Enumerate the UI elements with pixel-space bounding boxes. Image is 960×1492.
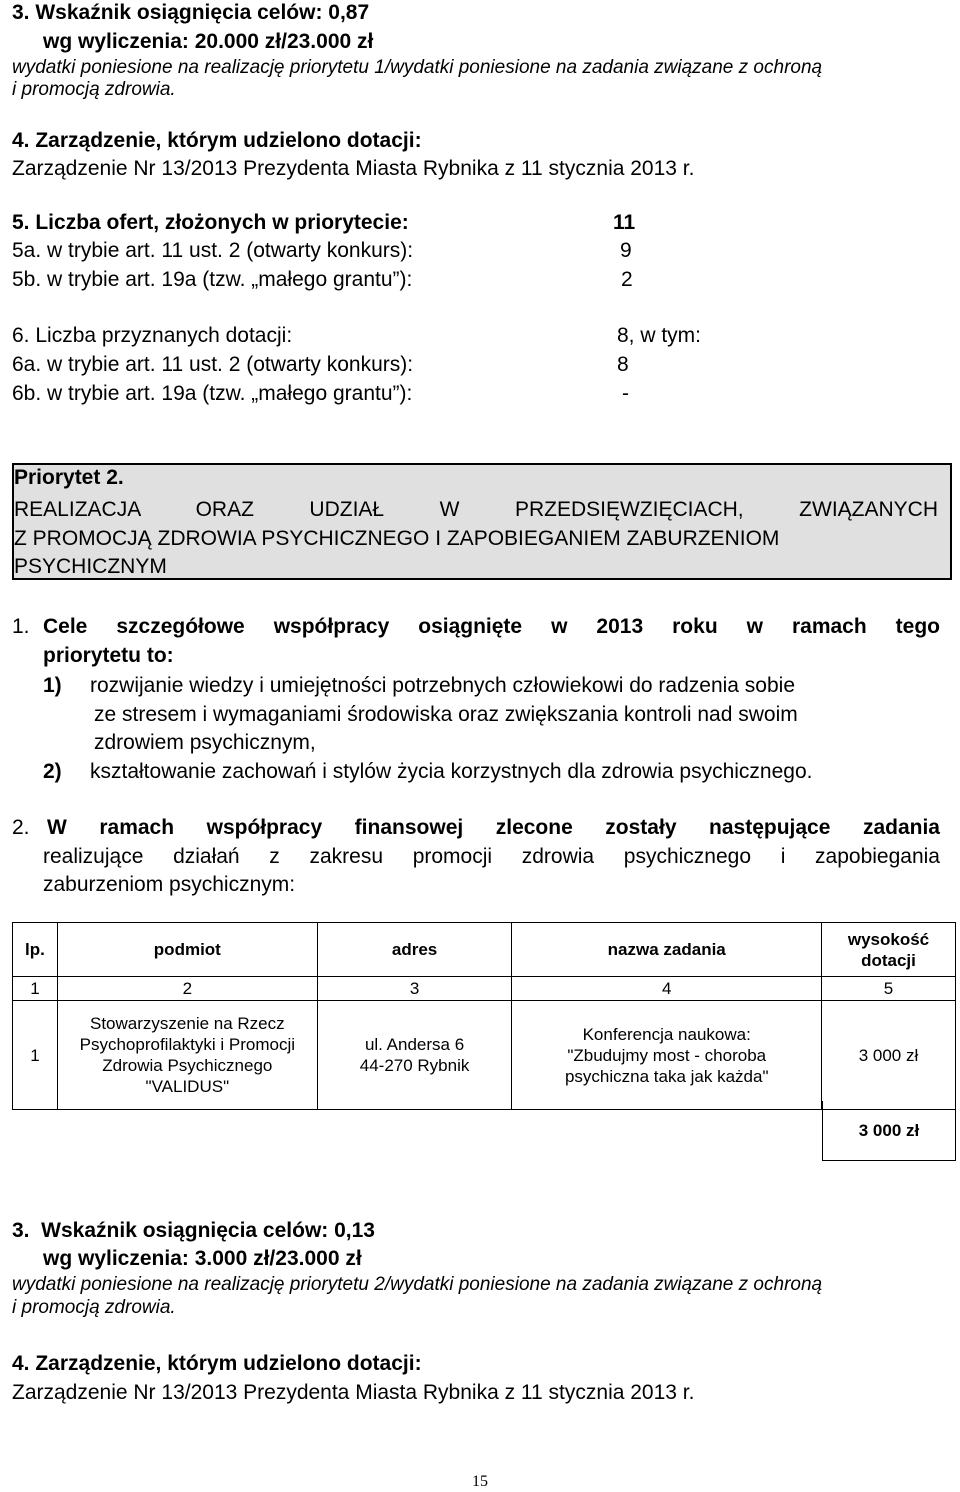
cell-address xyxy=(317,1001,512,1110)
priority-line-3: PSYCHICZNYM xyxy=(14,555,167,578)
table-row xyxy=(13,1001,956,1110)
col-header-amount: wysokość dotacji xyxy=(822,923,956,977)
col-number: 4 xyxy=(512,977,822,1001)
entity-line: Stowarzyszenie na Rzecz xyxy=(90,1014,285,1033)
entity-line: Psychoprofilaktyki i Promocji xyxy=(79,1035,296,1054)
tasks-text: realizujące działań z zakresu promocji zdrowia psychicznego i zapobiegania xyxy=(43,845,940,868)
indicator-2-note: wydatki poniesione na realizację priorytetu 2/wydatki poniesione na zadania związane z ochroną xyxy=(12,1274,823,1295)
regulation-2-text: Zarządzenie Nr 13/2013 Prezydenta Miasta Rybnika z 11 stycznia 2013 r. xyxy=(12,1381,695,1404)
page-number: 15 xyxy=(472,1473,488,1490)
goals-number: 1. xyxy=(12,615,30,638)
indicator-heading: 3. Wskaźnik osiągnięcia celów: 0,87 xyxy=(12,1,370,24)
priority-line-2: Z PROMOCJĄ ZDROWIA PSYCHICZNEGO I ZAPOBIEGANIEM ZABURZENIOM xyxy=(14,527,780,550)
offers-heading: 5. Liczba ofert, złożonych w priorytecie: xyxy=(12,211,409,234)
indicator-calculation: wg wyliczenia: 20.000 zł/23.000 zł xyxy=(43,30,374,53)
col-number: 1 xyxy=(13,977,58,1001)
goal-1-number: 1) xyxy=(43,674,62,697)
grants-b-value: - xyxy=(622,382,629,405)
priority-line-1: REALIZACJA ORAZ UDZIAŁ W PRZEDSIĘWZIĘCIACH, ZWIĄZANYCH xyxy=(14,498,938,521)
cell-entity xyxy=(57,1001,317,1110)
indicator-2-heading: 3. Wskaźnik osiągnięcia celów: 0,13 xyxy=(12,1219,375,1242)
entity-line: Zdrowia Psychicznego xyxy=(102,1056,273,1075)
grants-table xyxy=(12,922,956,1110)
offers-a-value: 9 xyxy=(620,239,632,262)
col-number: 2 xyxy=(57,977,317,1001)
cell-lp: 1 xyxy=(13,1001,58,1110)
grants-heading: 6. Liczba przyznanych dotacji: xyxy=(12,324,293,347)
goals-heading: Cele szczegółowe współpracy osiągnięte w 2013 roku w ramach tego xyxy=(43,615,940,638)
entity-line: "VALIDUS" xyxy=(145,1077,230,1096)
goals-heading-cont: priorytetu to: xyxy=(43,644,174,667)
indicator-2-note-cont: i promocją zdrowia. xyxy=(12,1297,176,1318)
task-line: Konferencja naukowa: xyxy=(582,1024,751,1044)
cell-task xyxy=(512,1001,822,1110)
table-number-row xyxy=(13,977,956,1001)
regulation-2-heading: 4. Zarządzenie, którym udzielono dotacji: xyxy=(12,1352,422,1375)
offers-b-value: 2 xyxy=(621,268,633,291)
col-header-task: nazwa zadania xyxy=(512,923,822,977)
task-line: "Zbudujmy most - choroba xyxy=(567,1045,767,1065)
goal-2-text: kształtowanie zachowań i stylów życia korzystnych dla zdrowia psychicznego. xyxy=(90,760,813,783)
address-line: 44-270 Rybnik xyxy=(359,1056,470,1075)
regulation-heading: 4. Zarządzenie, którym udzielono dotacji: xyxy=(12,129,422,152)
table-total: 3 000 zł xyxy=(822,1101,956,1161)
grants-count: 8, w tym: xyxy=(617,324,702,347)
goal-1-text: rozwijanie wiedzy i umiejętności potrzebnych człowiekowi do radzenia sobie xyxy=(90,674,796,697)
tasks-text-cont: zaburzeniom psychicznym: xyxy=(43,873,296,896)
grants-a-label: 6a. w trybie art. 11 ust. 2 (otwarty konkurs): xyxy=(12,353,414,376)
grants-a-value: 8 xyxy=(617,353,629,376)
offers-count: 11 xyxy=(613,211,636,234)
goal-2-number: 2) xyxy=(43,760,62,783)
offers-b-label: 5b. w trybie art. 19a (tzw. „małego grantu”): xyxy=(12,268,413,291)
table-header-row xyxy=(13,923,956,977)
cell-amount: 3 000 zł xyxy=(822,1001,956,1110)
tasks-number: 2. xyxy=(12,816,30,839)
regulation-text: Zarządzenie Nr 13/2013 Prezydenta Miasta Rybnika z 11 stycznia 2013 r. xyxy=(12,157,695,180)
indicator-note-cont: i promocją zdrowia. xyxy=(12,79,176,100)
offers-a-label: 5a. w trybie art. 11 ust. 2 (otwarty konkurs): xyxy=(12,239,414,262)
priority-title: Priorytet 2. xyxy=(14,466,124,489)
col-header-lp: lp. xyxy=(13,923,58,977)
task-line: psychiczna taka jak każda" xyxy=(564,1066,769,1086)
col-number: 3 xyxy=(317,977,512,1001)
indicator-note: wydatki poniesione na realizację priorytetu 1/wydatki poniesione na zadania związane z ochroną xyxy=(12,57,823,78)
goal-1-text-cont: ze stresem i wymaganiami środowiska oraz zwiększania kontroli nad swoim xyxy=(94,703,798,726)
col-number: 5 xyxy=(822,977,956,1001)
col-header-address: adres xyxy=(317,923,512,977)
address-line: ul. Andersa 6 xyxy=(364,1035,465,1054)
indicator-2-calculation: wg wyliczenia: 3.000 zł/23.000 zł xyxy=(43,1247,362,1270)
goal-1-text-cont2: zdrowiem psychicznym, xyxy=(94,731,316,754)
tasks-heading: W ramach współpracy finansowej zlecone zostały następujące zadania xyxy=(47,816,940,839)
col-header-entity: podmiot xyxy=(57,923,317,977)
grants-b-label: 6b. w trybie art. 19a (tzw. „małego grantu”): xyxy=(12,382,413,405)
priority-banner xyxy=(12,463,952,580)
